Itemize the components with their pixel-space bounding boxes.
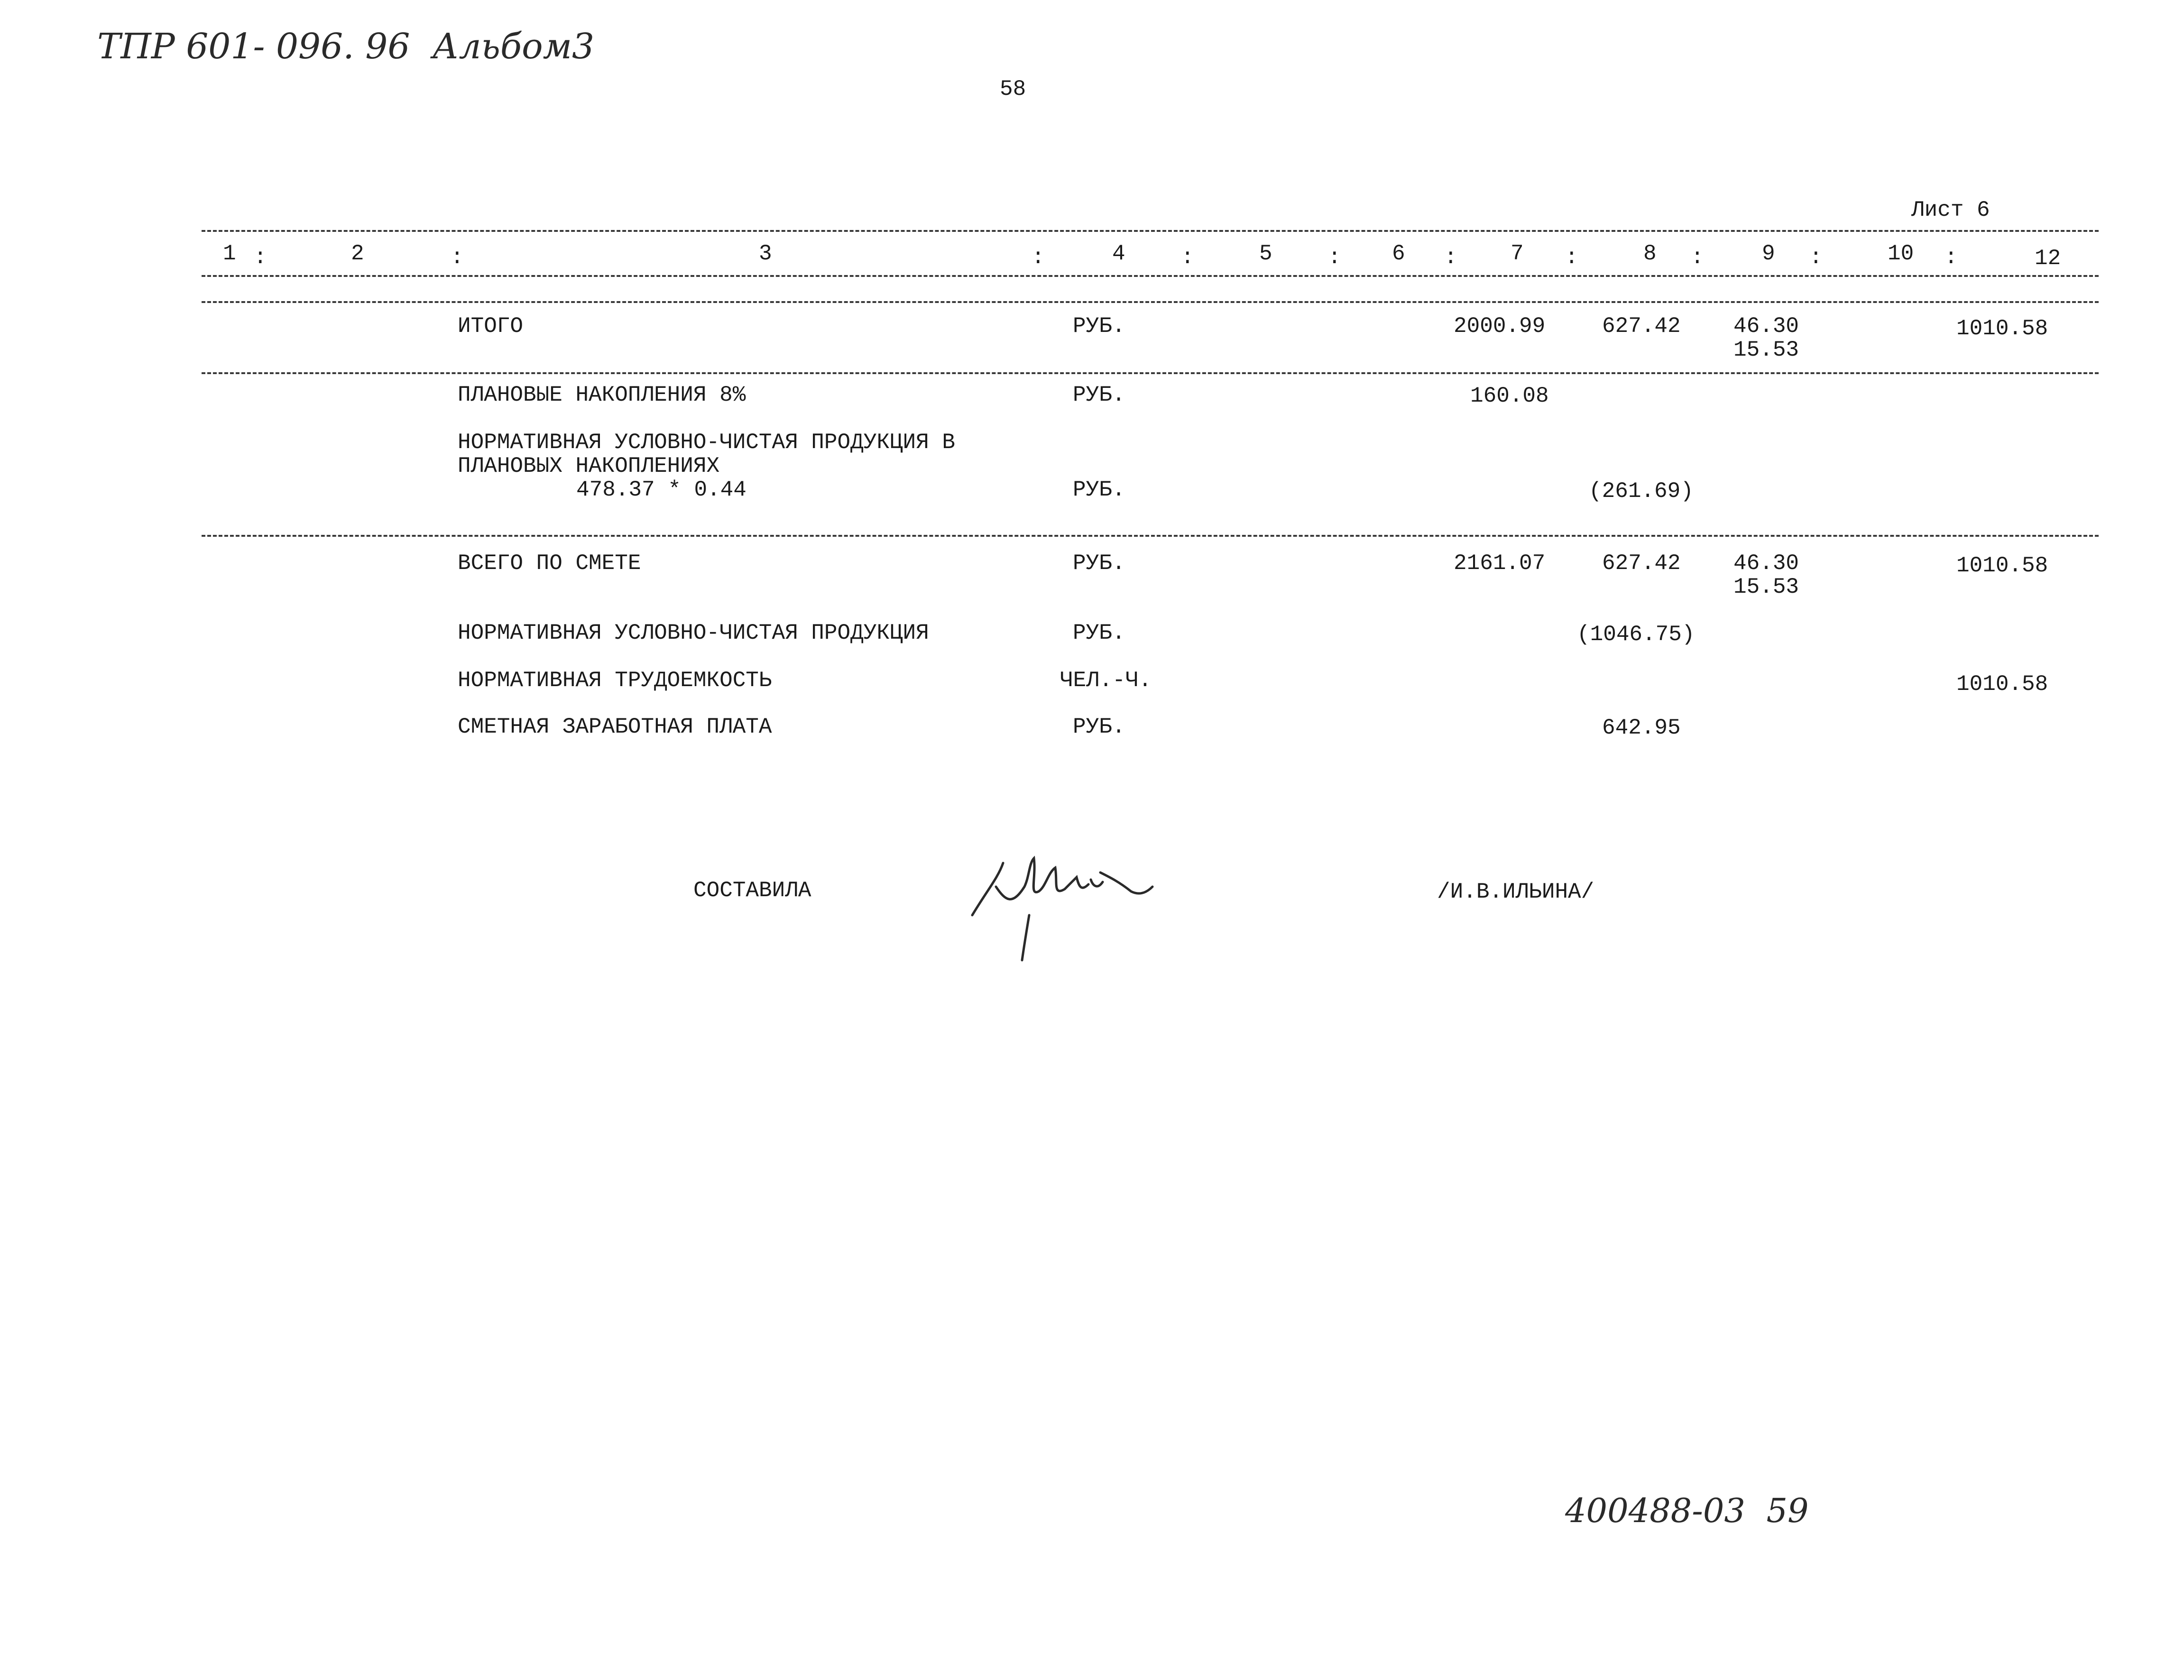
row-zarplata-label: СМЕТНАЯ ЗАРАБОТНАЯ ПЛАТА (458, 715, 772, 739)
row-itogo-col9b: 15.53 (1733, 338, 1799, 362)
row-itogo-col9a: 46.30 (1733, 314, 1799, 339)
row-itogo-unit: РУБ. (1073, 314, 1125, 339)
row-zarplata-col8: 642.95 (1602, 716, 1681, 740)
row-planovye-unit: РУБ. (1073, 383, 1125, 407)
row-itogo-label: ИТОГО (458, 314, 524, 339)
header-column-9: 9 (1762, 241, 1775, 266)
row-itogo-col12: 1010.58 (1956, 316, 2048, 341)
row-vsego-col12: 1010.58 (1956, 553, 2048, 578)
signature-role: СОСТАВИЛА (693, 878, 811, 903)
page-number: 58 (1000, 77, 1026, 101)
row-nuchp-plan-label-1: НОРМАТИВНАЯ УСЛОВНО-ЧИСТАЯ ПРОДУКЦИЯ В (458, 430, 955, 455)
row-nuchp-plan-unit: РУБ. (1073, 477, 1125, 502)
header-separator: : (1809, 245, 1823, 270)
header-column-6: 6 (1392, 241, 1405, 266)
row-nuchp-plan-col8: (261.69) (1589, 479, 1694, 504)
header-column-5: 5 (1259, 241, 1272, 266)
header-bottom-rule (202, 301, 2099, 303)
header-separator: : (1444, 245, 1457, 270)
header-column-3: 3 (759, 241, 772, 266)
header-separator: : (1944, 245, 1958, 270)
row-planovye-label: ПЛАНОВЫЕ НАКОПЛЕНИЯ 8% (458, 383, 746, 407)
row-vsego-col7: 2161.07 (1454, 551, 1546, 576)
header-separator: : (254, 245, 267, 270)
handwritten-reference: ТПР 601- 096. 96 Альбом3 (97, 26, 595, 67)
row-nuchp-label: НОРМАТИВНАЯ УСЛОВНО-ЧИСТАЯ ПРОДУКЦИЯ (458, 621, 929, 645)
row-trudoemkost-label: НОРМАТИВНАЯ ТРУДОЕМКОСТЬ (458, 668, 772, 693)
header-column-11: 12 (2035, 246, 2061, 271)
row-vsego-unit: РУБ. (1073, 551, 1125, 576)
row-vsego-col9b: 15.53 (1733, 575, 1799, 599)
row-nuchp-col8: (1046.75) (1577, 622, 1695, 647)
header-separator: : (1565, 245, 1578, 270)
header-column-4: 4 (1112, 241, 1125, 266)
signature-name: /И.В.ИЛЬИНА/ (1437, 880, 1594, 904)
row-trudoemkost-col12: 1010.58 (1956, 672, 2048, 697)
row-vsego-label: ВСЕГО ПО СМЕТЕ (458, 551, 641, 576)
handwritten-signature (958, 835, 1176, 967)
row-nuchp-plan-label-2: ПЛАНОВЫХ НАКОПЛЕНИЯХ (458, 454, 720, 478)
sheet-label: Лист 6 (1911, 198, 1990, 222)
row-planovye-col7: 160.08 (1470, 384, 1549, 408)
header-separator: : (1691, 245, 1704, 270)
row-itogo-col7: 2000.99 (1454, 314, 1546, 339)
header-column-2: 2 (351, 241, 364, 266)
row-nuchp-plan-formula: 478.37 * 0.44 (576, 477, 746, 502)
header-column-1: 1 (223, 241, 236, 266)
row-vsego-col8: 627.42 (1602, 551, 1681, 576)
header-mid-rule (202, 275, 2099, 277)
header-column-7: 7 (1511, 241, 1524, 266)
itogo-bottom-rule (202, 372, 2099, 374)
header-separator: : (1181, 245, 1194, 270)
header-column-8: 8 (1643, 241, 1657, 266)
header-separator: : (1032, 245, 1045, 270)
row-zarplata-unit: РУБ. (1073, 715, 1125, 739)
row-vsego-col9a: 46.30 (1733, 551, 1799, 576)
row-itogo-col8: 627.42 (1602, 314, 1681, 339)
nuchp-plan-bottom-rule (202, 535, 2099, 537)
handwritten-code: 400488-03 59 (1565, 1491, 1809, 1530)
header-separator: : (1328, 245, 1341, 270)
header-column-10: 10 (1888, 241, 1914, 266)
row-nuchp-unit: РУБ. (1073, 621, 1125, 645)
header-top-rule (202, 230, 2099, 232)
header-separator: : (451, 245, 464, 270)
row-trudoemkost-unit: ЧЕЛ.-Ч. (1060, 668, 1152, 693)
